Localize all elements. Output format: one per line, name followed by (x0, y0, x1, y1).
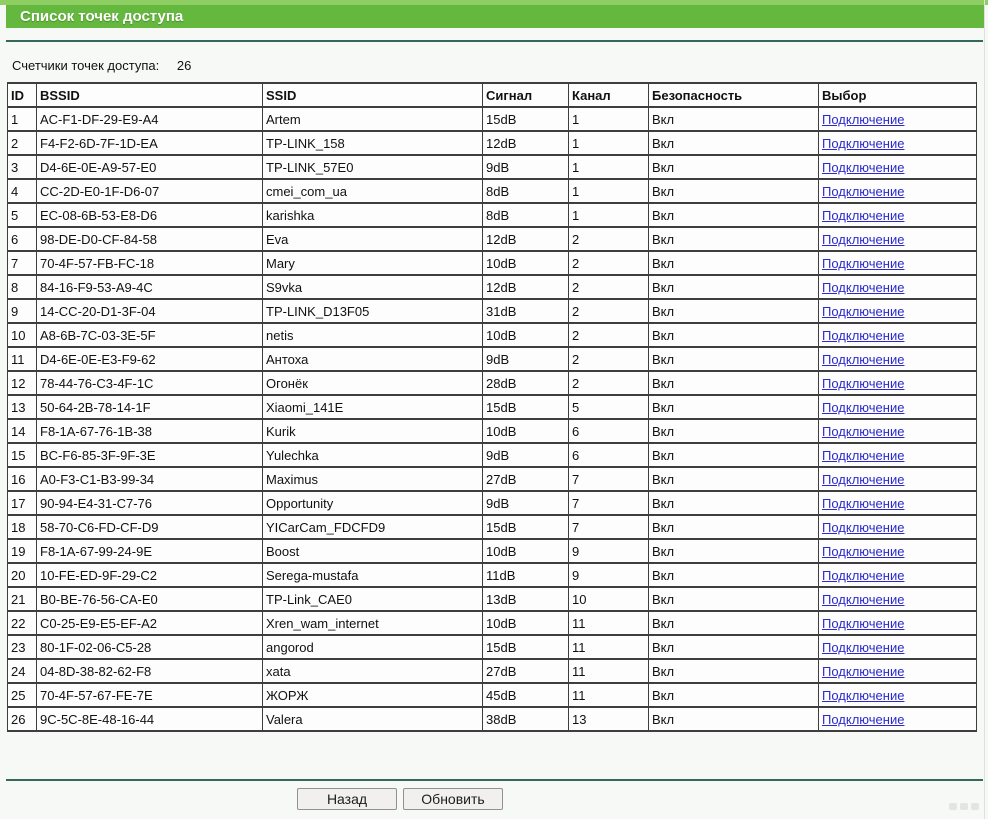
signal-cell: 10dB (483, 419, 569, 443)
signal-cell: 15dB (483, 107, 569, 131)
select-cell (819, 275, 977, 299)
channel-cell: 6 (569, 419, 649, 443)
id-cell: 20 (8, 563, 37, 587)
header-divider (6, 40, 983, 42)
signal-cell: 31dB (483, 299, 569, 323)
ssid-cell: TP-LINK_158 (263, 131, 483, 155)
channel-cell: 11 (569, 635, 649, 659)
select-cell (819, 251, 977, 275)
ssid-cell: Xiaomi_141E (263, 395, 483, 419)
id-cell: 21 (8, 587, 37, 611)
connect-link[interactable]: Подключение (822, 543, 905, 559)
bssid-cell: 90-94-E4-31-C7-76 (37, 491, 263, 515)
bssid-cell: 98-DE-D0-CF-84-58 (37, 227, 263, 251)
security-cell: Вкл (649, 707, 819, 731)
select-cell (819, 107, 977, 131)
ap-counter (12, 58, 988, 73)
bssid-cell: EC-08-6B-53-E8-D6 (37, 203, 263, 227)
connect-link[interactable]: Подключение (822, 687, 905, 703)
bssid-cell: D4-6E-0E-A9-57-E0 (37, 155, 263, 179)
table-row (8, 563, 977, 587)
connect-link[interactable]: Подключение (822, 639, 905, 655)
signal-cell: 27dB (483, 659, 569, 683)
select-cell (819, 299, 977, 323)
id-cell: 22 (8, 611, 37, 635)
security-cell: Вкл (649, 539, 819, 563)
ssid-cell: Антоха (263, 347, 483, 371)
bssid-cell: AC-F1-DF-29-E9-A4 (37, 107, 263, 131)
bssid-cell: 04-8D-38-82-62-F8 (37, 659, 263, 683)
connect-link[interactable]: Подключение (822, 135, 905, 151)
connect-link[interactable]: Подключение (822, 351, 905, 367)
table-row (8, 467, 977, 491)
connect-link[interactable]: Подключение (822, 255, 905, 271)
channel-cell: 2 (569, 251, 649, 275)
connect-link[interactable]: Подключение (822, 495, 905, 511)
security-cell: Вкл (649, 131, 819, 155)
footer-buttons (297, 788, 988, 810)
id-cell: 6 (8, 227, 37, 251)
table-row (8, 347, 977, 371)
security-cell: Вкл (649, 611, 819, 635)
id-cell: 10 (8, 323, 37, 347)
security-cell: Вкл (649, 635, 819, 659)
security-cell: Вкл (649, 467, 819, 491)
channel-cell: 7 (569, 491, 649, 515)
select-cell (819, 419, 977, 443)
bssid-cell: 14-CC-20-D1-3F-04 (37, 299, 263, 323)
channel-cell: 2 (569, 347, 649, 371)
security-cell: Вкл (649, 155, 819, 179)
id-cell: 23 (8, 635, 37, 659)
bssid-cell: CC-2D-E0-1F-D6-07 (37, 179, 263, 203)
bssid-cell: D4-6E-0E-E3-F9-62 (37, 347, 263, 371)
table-row (8, 515, 977, 539)
security-cell: Вкл (649, 323, 819, 347)
connect-link[interactable]: Подключение (822, 615, 905, 631)
id-cell: 15 (8, 443, 37, 467)
bssid-cell: 58-70-C6-FD-CF-D9 (37, 515, 263, 539)
bssid-cell: F4-F2-6D-7F-1D-EA (37, 131, 263, 155)
signal-cell: 38dB (483, 707, 569, 731)
connect-link[interactable]: Подключение (822, 399, 905, 415)
channel-cell: 10 (569, 587, 649, 611)
table-row (8, 683, 977, 707)
ssid-cell: cmei_com_ua (263, 179, 483, 203)
column-header: ID (8, 83, 37, 107)
footer-divider (6, 779, 983, 781)
id-cell: 4 (8, 179, 37, 203)
security-cell: Вкл (649, 347, 819, 371)
select-cell (819, 227, 977, 251)
select-cell (819, 563, 977, 587)
id-cell: 17 (8, 491, 37, 515)
table-row (8, 227, 977, 251)
ssid-cell: ЖОРЖ (263, 683, 483, 707)
id-cell: 13 (8, 395, 37, 419)
ssid-cell: TP-Link_CAE0 (263, 587, 483, 611)
bssid-cell: F8-1A-67-76-1B-38 (37, 419, 263, 443)
select-cell (819, 539, 977, 563)
page-title-bar (6, 5, 984, 28)
channel-cell: 2 (569, 323, 649, 347)
security-cell: Вкл (649, 419, 819, 443)
channel-cell: 11 (569, 611, 649, 635)
security-cell: Вкл (649, 203, 819, 227)
bssid-cell: 9C-5C-8E-48-16-44 (37, 707, 263, 731)
table-row (8, 203, 977, 227)
channel-cell: 1 (569, 131, 649, 155)
signal-cell: 9dB (483, 347, 569, 371)
column-header: Выбор (819, 83, 977, 107)
table-row (8, 443, 977, 467)
connect-link[interactable]: Подключение (822, 279, 905, 295)
id-cell: 8 (8, 275, 37, 299)
bssid-cell: A0-F3-C1-B3-99-34 (37, 467, 263, 491)
signal-cell: 10dB (483, 539, 569, 563)
signal-cell: 9dB (483, 491, 569, 515)
page-right-border (984, 0, 985, 819)
bssid-cell: C0-25-E9-E5-EF-A2 (37, 611, 263, 635)
connect-link[interactable]: Подключение (822, 231, 905, 247)
bssid-cell: 70-4F-57-67-FE-7E (37, 683, 263, 707)
connect-link[interactable]: Подключение (822, 375, 905, 391)
table-row (8, 299, 977, 323)
connect-link[interactable]: Подключение (822, 471, 905, 487)
bssid-cell: A8-6B-7C-03-3E-5F (37, 323, 263, 347)
signal-cell: 28dB (483, 371, 569, 395)
signal-cell: 12dB (483, 131, 569, 155)
id-cell: 1 (8, 107, 37, 131)
column-header: SSID (263, 83, 483, 107)
ssid-cell: Boost (263, 539, 483, 563)
ssid-cell: Maximus (263, 467, 483, 491)
select-cell (819, 659, 977, 683)
select-cell (819, 203, 977, 227)
bssid-cell: F8-1A-67-99-24-9E (37, 539, 263, 563)
select-cell (819, 443, 977, 467)
signal-cell: 10dB (483, 251, 569, 275)
connect-link[interactable]: Подключение (822, 111, 905, 127)
ssid-cell: TP-LINK_57E0 (263, 155, 483, 179)
bssid-cell: 50-64-2B-78-14-1F (37, 395, 263, 419)
connect-link[interactable]: Подключение (822, 159, 905, 175)
channel-cell: 11 (569, 683, 649, 707)
signal-cell: 8dB (483, 203, 569, 227)
bssid-cell: 10-FE-ED-9F-29-C2 (37, 563, 263, 587)
table-row (8, 107, 977, 131)
connect-link[interactable]: Подключение (822, 447, 905, 463)
security-cell: Вкл (649, 251, 819, 275)
select-cell (819, 347, 977, 371)
security-cell: Вкл (649, 659, 819, 683)
channel-cell: 9 (569, 563, 649, 587)
channel-cell: 1 (569, 155, 649, 179)
signal-cell: 9dB (483, 155, 569, 179)
security-cell: Вкл (649, 515, 819, 539)
bssid-cell: B0-BE-76-56-CA-E0 (37, 587, 263, 611)
table-row (8, 659, 977, 683)
bssid-cell: 84-16-F9-53-A9-4C (37, 275, 263, 299)
ssid-cell: TP-LINK_D13F05 (263, 299, 483, 323)
security-cell: Вкл (649, 395, 819, 419)
table-row (8, 131, 977, 155)
select-cell (819, 491, 977, 515)
security-cell: Вкл (649, 587, 819, 611)
connect-link[interactable]: Подключение (822, 519, 905, 535)
select-cell (819, 515, 977, 539)
ssid-cell: angorod (263, 635, 483, 659)
connect-link[interactable]: Подключение (822, 327, 905, 343)
ssid-cell: Mary (263, 251, 483, 275)
ssid-cell: Yulechka (263, 443, 483, 467)
select-cell (819, 371, 977, 395)
signal-cell: 12dB (483, 227, 569, 251)
signal-cell: 10dB (483, 323, 569, 347)
signal-cell: 27dB (483, 467, 569, 491)
connect-link[interactable]: Подключение (822, 207, 905, 223)
ap-counter-value: 26 (176, 58, 192, 73)
ssid-cell: Eva (263, 227, 483, 251)
access-point-table (7, 82, 977, 732)
refresh-button[interactable]: Обновить (403, 788, 503, 810)
security-cell: Вкл (649, 275, 819, 299)
column-header: BSSID (37, 83, 263, 107)
id-cell: 3 (8, 155, 37, 179)
security-cell: Вкл (649, 443, 819, 467)
id-cell: 12 (8, 371, 37, 395)
table-row (8, 275, 977, 299)
id-cell: 19 (8, 539, 37, 563)
table-row (8, 611, 977, 635)
ssid-cell: karishka (263, 203, 483, 227)
security-cell: Вкл (649, 491, 819, 515)
bssid-cell: 78-44-76-C3-4F-1C (37, 371, 263, 395)
select-cell (819, 611, 977, 635)
connect-link[interactable]: Подключение (822, 183, 905, 199)
channel-cell: 1 (569, 179, 649, 203)
channel-cell: 2 (569, 371, 649, 395)
ssid-cell: Artem (263, 107, 483, 131)
signal-cell: 13dB (483, 587, 569, 611)
channel-cell: 1 (569, 203, 649, 227)
signal-cell: 11dB (483, 563, 569, 587)
id-cell: 25 (8, 683, 37, 707)
select-cell (819, 635, 977, 659)
connect-link[interactable]: Подключение (822, 711, 905, 727)
page-title: Список точек доступа (20, 8, 184, 25)
ssid-cell: Opportunity (263, 491, 483, 515)
table-row (8, 539, 977, 563)
security-cell: Вкл (649, 179, 819, 203)
column-header: Канал (569, 83, 649, 107)
ssid-cell: Serega-mustafa (263, 563, 483, 587)
signal-cell: 12dB (483, 275, 569, 299)
select-cell (819, 131, 977, 155)
select-cell (819, 683, 977, 707)
column-header: Сигнал (483, 83, 569, 107)
select-cell (819, 323, 977, 347)
id-cell: 2 (8, 131, 37, 155)
select-cell (819, 587, 977, 611)
table-row (8, 395, 977, 419)
table-body (8, 107, 977, 731)
security-cell: Вкл (649, 371, 819, 395)
channel-cell: 7 (569, 467, 649, 491)
signal-cell: 45dB (483, 683, 569, 707)
ssid-cell: Xren_wam_internet (263, 611, 483, 635)
resize-grip-icon (949, 803, 979, 810)
id-cell: 5 (8, 203, 37, 227)
table-header-row (8, 83, 977, 107)
table-row (8, 419, 977, 443)
connect-link[interactable]: Подключение (822, 423, 905, 439)
signal-cell: 15dB (483, 515, 569, 539)
security-cell: Вкл (649, 683, 819, 707)
signal-cell: 9dB (483, 443, 569, 467)
id-cell: 16 (8, 467, 37, 491)
id-cell: 11 (8, 347, 37, 371)
bssid-cell: 80-1F-02-06-C5-28 (37, 635, 263, 659)
id-cell: 7 (8, 251, 37, 275)
channel-cell: 13 (569, 707, 649, 731)
security-cell: Вкл (649, 299, 819, 323)
select-cell (819, 467, 977, 491)
table-row (8, 635, 977, 659)
ssid-cell: Valera (263, 707, 483, 731)
channel-cell: 2 (569, 275, 649, 299)
channel-cell: 11 (569, 659, 649, 683)
channel-cell: 2 (569, 299, 649, 323)
table-row (8, 707, 977, 731)
id-cell: 18 (8, 515, 37, 539)
ssid-cell: S9vka (263, 275, 483, 299)
ssid-cell: netis (263, 323, 483, 347)
channel-cell: 5 (569, 395, 649, 419)
select-cell (819, 707, 977, 731)
select-cell (819, 395, 977, 419)
signal-cell: 15dB (483, 635, 569, 659)
ssid-cell: Огонёк (263, 371, 483, 395)
ap-counter-label: Счетчики точек доступа: (12, 58, 160, 73)
table-row (8, 323, 977, 347)
id-cell: 9 (8, 299, 37, 323)
back-button[interactable]: Назад (297, 788, 397, 810)
bssid-cell: BC-F6-85-3F-9F-3E (37, 443, 263, 467)
signal-cell: 8dB (483, 179, 569, 203)
channel-cell: 2 (569, 227, 649, 251)
connect-link[interactable]: Подключение (822, 591, 905, 607)
ssid-cell: YICarCam_FDCFD9 (263, 515, 483, 539)
bssid-cell: 70-4F-57-FB-FC-18 (37, 251, 263, 275)
security-cell: Вкл (649, 563, 819, 587)
channel-cell: 1 (569, 107, 649, 131)
table-row (8, 491, 977, 515)
signal-cell: 15dB (483, 395, 569, 419)
table-row (8, 587, 977, 611)
channel-cell: 7 (569, 515, 649, 539)
select-cell (819, 179, 977, 203)
connect-link[interactable]: Подключение (822, 303, 905, 319)
id-cell: 14 (8, 419, 37, 443)
security-cell: Вкл (649, 227, 819, 251)
ssid-cell: Kurik (263, 419, 483, 443)
table-row (8, 179, 977, 203)
id-cell: 24 (8, 659, 37, 683)
table-row (8, 371, 977, 395)
ssid-cell: xata (263, 659, 483, 683)
channel-cell: 9 (569, 539, 649, 563)
select-cell (819, 155, 977, 179)
table-row (8, 251, 977, 275)
channel-cell: 6 (569, 443, 649, 467)
connect-link[interactable]: Подключение (822, 567, 905, 583)
column-header: Безопасность (649, 83, 819, 107)
signal-cell: 10dB (483, 611, 569, 635)
security-cell: Вкл (649, 107, 819, 131)
table-row (8, 155, 977, 179)
id-cell: 26 (8, 707, 37, 731)
connect-link[interactable]: Подключение (822, 663, 905, 679)
